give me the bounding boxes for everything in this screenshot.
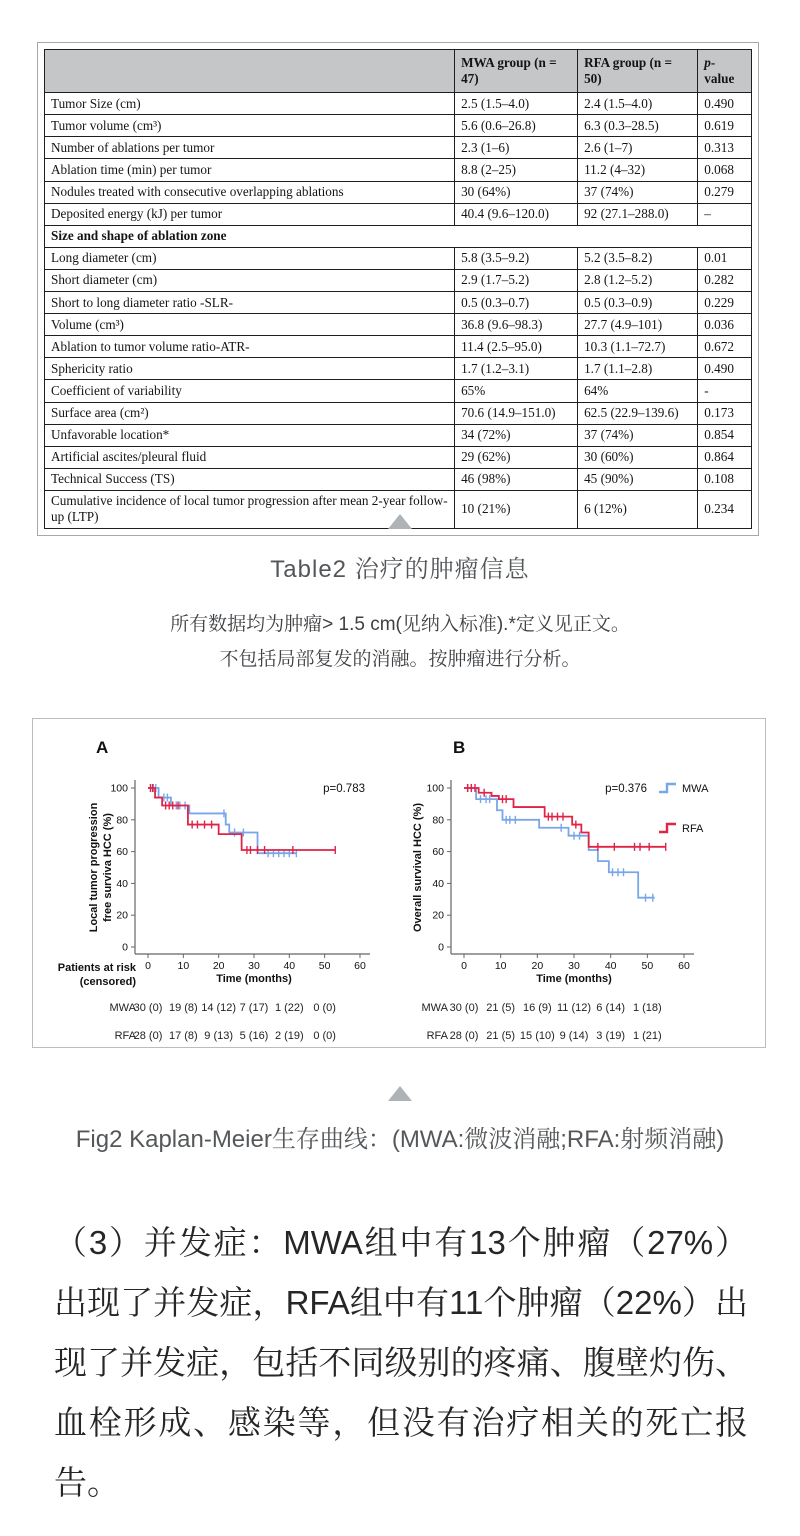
row-label: Tumor volume (cm³) xyxy=(45,115,455,137)
table-header-row xyxy=(45,50,752,93)
mwa-value: 30 (64%) xyxy=(455,181,578,203)
table-row xyxy=(45,137,752,159)
rfa-value: 2.8 (1.2–5.2) xyxy=(578,269,698,291)
y-tick-label: 100 xyxy=(426,782,444,795)
table-row xyxy=(45,314,752,336)
km-curve-mwa xyxy=(148,788,296,853)
x-tick-label: 30 xyxy=(568,960,580,972)
km-chart-b xyxy=(393,719,767,1049)
y-tick-label: 0 xyxy=(438,941,444,954)
table-row xyxy=(45,424,752,446)
mwa-value: 40.4 (9.6–120.0) xyxy=(455,203,578,225)
p-value: 0.036 xyxy=(698,314,752,336)
risk-value: 17 (8) xyxy=(168,1030,198,1042)
table-row xyxy=(45,358,752,380)
table-row xyxy=(45,269,752,291)
rfa-value: 62.5 (22.9–139.6) xyxy=(578,402,698,424)
fig2-caption: Fig2 Kaplan-Meier生存曲线：(MWA:微波消融;RFA:射频消融) xyxy=(75,1126,725,1153)
risk-value: 2 (19) xyxy=(274,1030,304,1042)
table2-note-line1: 所有数据均为肿瘤> 1.5 cm(见纳入标准).*定义见正文。 xyxy=(170,614,630,635)
risk-value: 28 (0) xyxy=(449,1030,479,1042)
mwa-value: 2.5 (1.5–4.0) xyxy=(455,93,578,115)
table-row xyxy=(45,468,752,490)
y-tick-label: 60 xyxy=(432,846,444,859)
row-label: Technical Success (TS) xyxy=(45,468,455,490)
x-tick-label: 30 xyxy=(248,960,260,972)
y-axis-label: Overall survival HCC (%) xyxy=(412,803,424,932)
y-tick-label: 80 xyxy=(116,814,128,827)
mwa-value: 36.8 (9.6–98.3) xyxy=(455,314,578,336)
table-row xyxy=(45,402,752,424)
fig2-container xyxy=(32,718,766,1048)
p-value: 0.854 xyxy=(698,424,752,446)
y-axis-label: Local tumor progression xyxy=(88,802,100,933)
risk-table-label: (censored) xyxy=(79,976,136,988)
y-tick-label: 40 xyxy=(432,877,444,890)
table-row xyxy=(45,159,752,181)
risk-row-name: RFA xyxy=(114,1030,136,1042)
y-tick-label: 0 xyxy=(122,941,128,954)
y-tick-label: 20 xyxy=(116,909,128,922)
p-value-annotation: p=0.783 xyxy=(323,783,365,795)
x-tick-label: 0 xyxy=(145,960,151,972)
rfa-value: 92 (27.1–288.0) xyxy=(578,203,698,225)
table-row xyxy=(45,247,752,269)
p-value: 0.619 xyxy=(698,115,752,137)
rfa-value: 0.5 (0.3–0.9) xyxy=(578,292,698,314)
row-label: Number of ablations per tumor xyxy=(45,137,455,159)
p-value: 0.068 xyxy=(698,159,752,181)
x-tick-label: 0 xyxy=(461,960,467,972)
rfa-value: 5.2 (3.5–8.2) xyxy=(578,247,698,269)
risk-value: 1 (18) xyxy=(632,1002,662,1014)
row-label: Sphericity ratio xyxy=(45,358,455,380)
row-label: Ablation to tumor volume ratio-ATR- xyxy=(45,336,455,358)
mwa-value: 10 (21%) xyxy=(455,490,578,528)
row-label: Artificial ascites/pleural fluid xyxy=(45,446,455,468)
table2-caption: Table2 治疗的肿瘤信息 xyxy=(270,556,530,583)
risk-value: 9 (13) xyxy=(204,1030,234,1042)
mwa-value: 34 (72%) xyxy=(455,424,578,446)
row-label: Long diameter (cm) xyxy=(45,247,455,269)
table-row xyxy=(45,336,752,358)
panel-label: A xyxy=(96,738,109,757)
risk-value: 19 (8) xyxy=(168,1002,198,1014)
risk-value: 1 (21) xyxy=(632,1030,662,1042)
row-label: Nodules treated with consecutive overlapping ablations xyxy=(45,181,455,203)
x-tick-label: 60 xyxy=(678,960,690,972)
row-label: Coefficient of variability xyxy=(45,380,455,402)
x-tick-label: 10 xyxy=(177,960,190,972)
mwa-value: 5.8 (3.5–9.2) xyxy=(455,247,578,269)
header-empty-cell xyxy=(45,50,455,93)
risk-row-name: MWA xyxy=(421,1002,448,1014)
section-label: Size and shape of ablation zone xyxy=(45,225,752,247)
risk-value: 11 (12) xyxy=(556,1002,592,1014)
rfa-value: 6 (12%) xyxy=(578,490,698,528)
y-tick-label: 40 xyxy=(116,877,128,890)
risk-value: 28 (0) xyxy=(133,1030,163,1042)
table2-note-line2: 不包括局部复发的消融。按肿瘤进行分析。 xyxy=(219,649,581,670)
row-label: Short to long diameter ratio -SLR- xyxy=(45,292,455,314)
p-value: - xyxy=(698,380,752,402)
table-row xyxy=(45,115,752,137)
y-tick-label: 60 xyxy=(116,846,128,859)
table-body xyxy=(45,93,752,529)
mwa-value: 5.6 (0.6–26.8) xyxy=(455,115,578,137)
y-tick-label: 80 xyxy=(432,814,444,827)
complications-paragraph: （3）并发症：MWA组中有13个肿瘤（27%）出现了并发症，RFA组中有11个肿瘤（22%）出现了并发症，包括不同级别的疼痛、腹壁灼伤、血栓形成、感染等，但没有治疗相关的死亡报告。 xyxy=(54,1224,748,1501)
mwa-value: 46 (98%) xyxy=(455,468,578,490)
km-curve-mwa xyxy=(464,788,655,898)
x-axis-label: Time (months) xyxy=(536,973,612,985)
mwa-value: 11.4 (2.5–95.0) xyxy=(455,336,578,358)
km-curve-rfa xyxy=(148,788,335,850)
risk-value: 1 (22) xyxy=(274,1002,304,1014)
x-tick-label: 20 xyxy=(212,960,225,972)
rfa-value: 64% xyxy=(578,380,698,402)
row-label: Unfavorable location* xyxy=(45,424,455,446)
table-row xyxy=(45,446,752,468)
table2 xyxy=(44,49,752,529)
mwa-value: 2.3 (1–6) xyxy=(455,137,578,159)
x-tick-label: 60 xyxy=(354,960,366,972)
p-value: 0.229 xyxy=(698,292,752,314)
risk-value: 21 (5) xyxy=(486,1002,516,1014)
risk-value: 30 (0) xyxy=(449,1002,479,1014)
table-row xyxy=(45,203,752,225)
rfa-value: 2.6 (1–7) xyxy=(578,137,698,159)
rfa-value: 11.2 (4–32) xyxy=(578,159,698,181)
p-value: 0.279 xyxy=(698,181,752,203)
table-row xyxy=(45,380,752,402)
mwa-value: 8.8 (2–25) xyxy=(455,159,578,181)
p-value: 0.234 xyxy=(698,490,752,528)
collapse-triangle-icon xyxy=(388,1086,412,1101)
rfa-value: 2.4 (1.5–4.0) xyxy=(578,93,698,115)
table2-notes xyxy=(0,607,800,677)
risk-value: 16 (9) xyxy=(522,1002,552,1014)
risk-value: 15 (10) xyxy=(519,1030,555,1042)
table2-container xyxy=(37,42,759,536)
header-rfa-group: RFA group (n = 50) xyxy=(578,50,698,93)
p-value: 0.01 xyxy=(698,247,752,269)
x-tick-label: 40 xyxy=(604,960,617,972)
p-value: 0.490 xyxy=(698,358,752,380)
p-rest: -value xyxy=(704,55,735,87)
p-value: 0.864 xyxy=(698,446,752,468)
x-tick-label: 10 xyxy=(494,960,507,972)
y-tick-label: 20 xyxy=(432,909,444,922)
risk-row-name: MWA xyxy=(109,1002,136,1014)
mwa-value: 1.7 (1.2–3.1) xyxy=(455,358,578,380)
risk-value: 5 (16) xyxy=(239,1030,269,1042)
legend-swatch xyxy=(659,824,676,832)
legend-label: RFA xyxy=(682,823,704,835)
rfa-value: 10.3 (1.1–72.7) xyxy=(578,336,698,358)
risk-value: 9 (14) xyxy=(559,1030,589,1042)
header-mwa-group: MWA group (n = 47) xyxy=(455,50,578,93)
risk-value: 3 (19) xyxy=(596,1030,626,1042)
p-value: 0.282 xyxy=(698,269,752,291)
risk-value: 7 (17) xyxy=(239,1002,269,1014)
risk-value: 0 (0) xyxy=(313,1030,336,1042)
risk-value: 30 (0) xyxy=(133,1002,163,1014)
mwa-value: 65% xyxy=(455,380,578,402)
row-label: Surface area (cm²) xyxy=(45,402,455,424)
y-tick-label: 100 xyxy=(110,782,128,795)
p-value: 0.490 xyxy=(698,93,752,115)
risk-value: 14 (12) xyxy=(201,1002,237,1014)
risk-value: 21 (5) xyxy=(486,1030,516,1042)
legend-swatch xyxy=(659,784,676,792)
rfa-value: 45 (90%) xyxy=(578,468,698,490)
mwa-value: 0.5 (0.3–0.7) xyxy=(455,292,578,314)
p-value: 0.108 xyxy=(698,468,752,490)
row-label: Tumor Size (cm) xyxy=(45,93,455,115)
x-tick-label: 50 xyxy=(318,960,331,972)
rfa-value: 27.7 (4.9–101) xyxy=(578,314,698,336)
p-italic: p xyxy=(704,55,711,70)
rfa-value: 1.7 (1.1–2.8) xyxy=(578,358,698,380)
risk-table-label: Patients at risk xyxy=(57,962,136,974)
mwa-value: 2.9 (1.7–5.2) xyxy=(455,269,578,291)
rfa-value: 6.3 (0.3–28.5) xyxy=(578,115,698,137)
p-value-annotation: p=0.376 xyxy=(605,783,647,795)
risk-row-name: RFA xyxy=(426,1030,448,1042)
mwa-value: 70.6 (14.9–151.0) xyxy=(455,402,578,424)
km-curve-rfa xyxy=(464,788,666,847)
panel-label: B xyxy=(453,738,466,757)
p-value: 0.672 xyxy=(698,336,752,358)
x-axis-label: Time (months) xyxy=(216,973,292,985)
p-value: 0.313 xyxy=(698,137,752,159)
mwa-value: 29 (62%) xyxy=(455,446,578,468)
collapse-triangle-icon xyxy=(388,514,412,529)
rfa-value: 37 (74%) xyxy=(578,424,698,446)
p-value: – xyxy=(698,203,752,225)
rfa-value: 37 (74%) xyxy=(578,181,698,203)
table-row xyxy=(45,181,752,203)
risk-value: 0 (0) xyxy=(313,1002,336,1014)
rfa-value: 30 (60%) xyxy=(578,446,698,468)
header-p-value xyxy=(698,50,752,93)
table-row xyxy=(45,292,752,314)
x-tick-label: 50 xyxy=(641,960,654,972)
row-label: Deposited energy (kJ) per tumor xyxy=(45,203,455,225)
x-tick-label: 20 xyxy=(531,960,544,972)
km-chart-a xyxy=(33,719,393,1049)
row-label: Volume (cm³) xyxy=(45,314,455,336)
y-axis-label: free surviva HCC (%) xyxy=(102,813,114,922)
legend-label: MWA xyxy=(682,783,709,795)
row-label: Short diameter (cm) xyxy=(45,269,455,291)
risk-value: 6 (14) xyxy=(596,1002,626,1014)
table-row xyxy=(45,93,752,115)
table-section-row xyxy=(45,225,752,247)
row-label: Cumulative incidence of local tumor progression after mean 2-year follow-up (LTP) xyxy=(45,490,455,528)
p-value: 0.173 xyxy=(698,402,752,424)
x-tick-label: 40 xyxy=(283,960,296,972)
row-label: Ablation time (min) per tumor xyxy=(45,159,455,181)
